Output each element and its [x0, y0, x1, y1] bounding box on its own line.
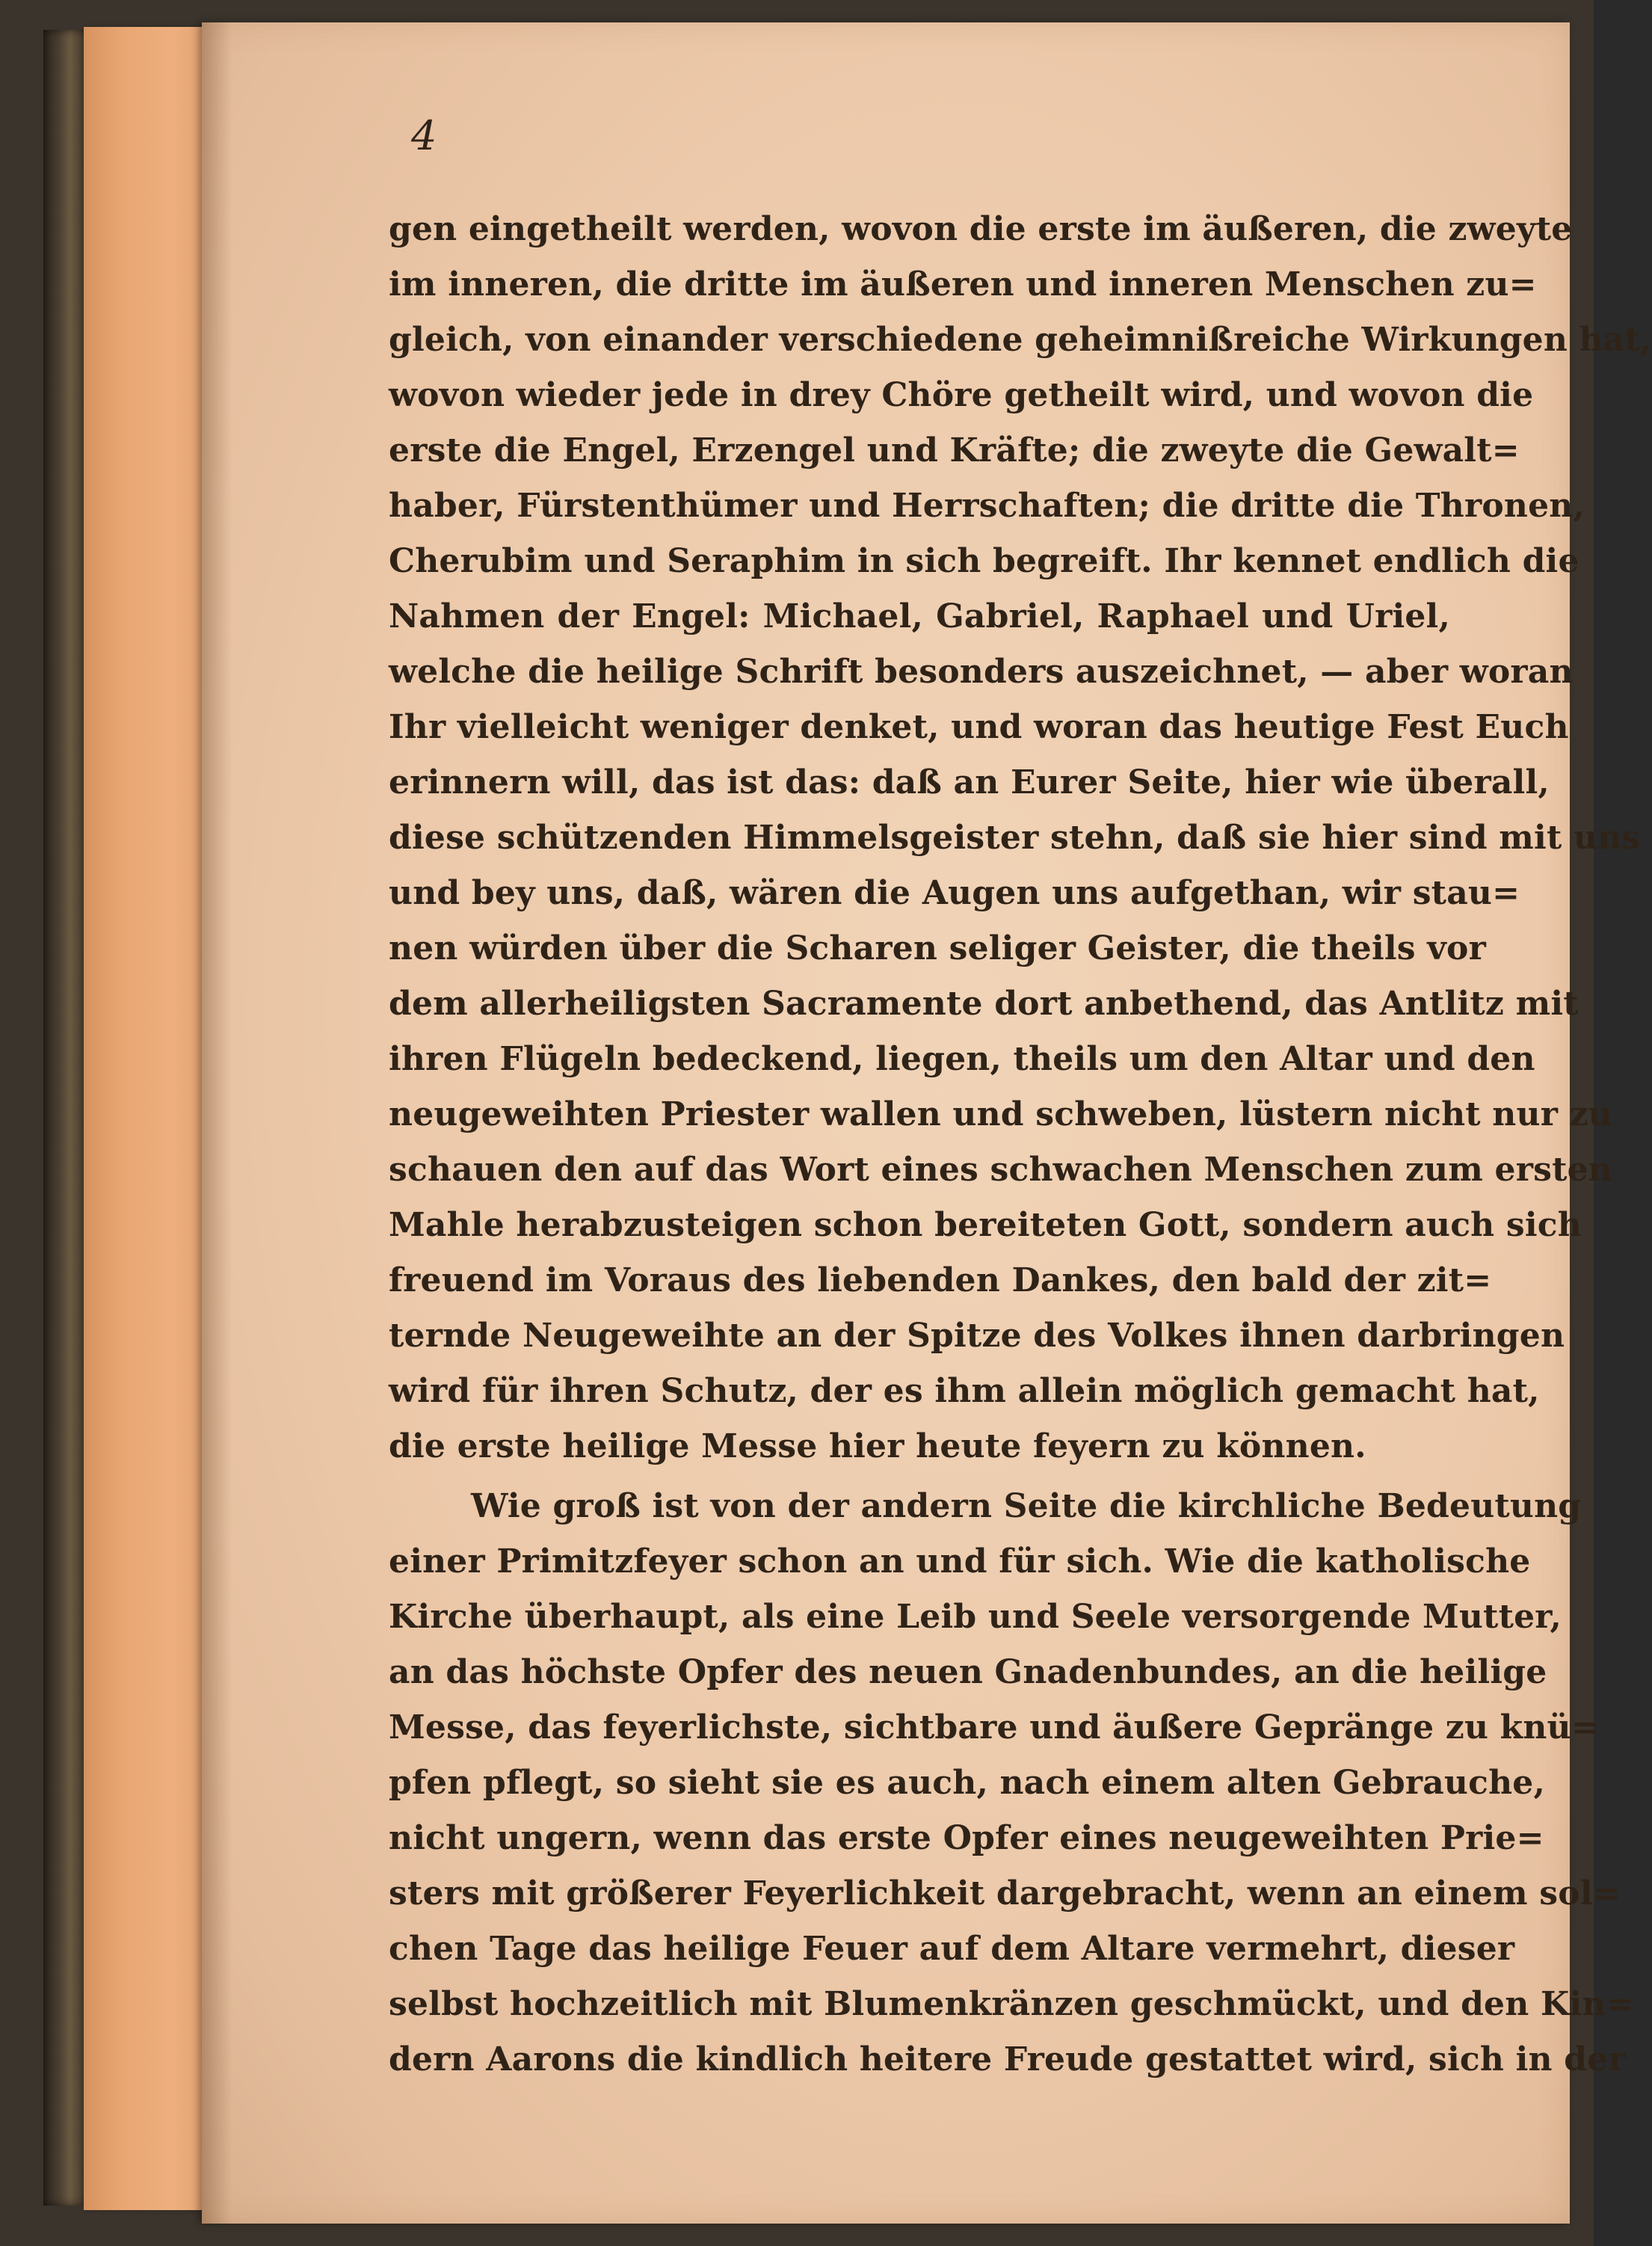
text-line: und bey uns, daß, wären die Augen uns aufgethan, wir stau= [389, 874, 1520, 912]
text-line: einer Primitzfeyer schon an und für sich. Wie die katholische [389, 1542, 1531, 1581]
text-line: schauen den auf das Wort eines schwachen Menschen zum ersten [389, 1151, 1612, 1189]
text-line: pfen pflegt, so sieht sie es auch, nach einem alten Gebrauche, [389, 1764, 1546, 1802]
gutter-shadow [202, 22, 232, 2224]
text-line: Messe, das feyerlichste, sichtbare und äußere Gepränge zu knü= [389, 1708, 1599, 1747]
text-line: ihren Flügeln bedeckend, liegen, theils um den Altar und den [389, 1040, 1535, 1078]
text-line: neugeweihten Priester wallen und schweben, lüstern nicht nur zu [389, 1095, 1612, 1133]
text-line: chen Tage das heilige Feuer auf dem Altare vermehrt, dieser [389, 1930, 1515, 1968]
text-line: dem allerheiligsten Sacramente dort anbethend, das Antlitz mit [389, 985, 1579, 1023]
flyleaf-edge [84, 27, 211, 2210]
text-line: Kirche überhaupt, als eine Leib und Seele versorgende Mutter, [389, 1598, 1562, 1636]
text-line: erinnern will, das ist das: daß an Eurer Seite, hier wie überall, [389, 763, 1550, 802]
text-line: ternde Neugeweihte an der Spitze des Volkes ihnen darbringen [389, 1317, 1565, 1355]
text-line: welche die heilige Schrift besonders auszeichnet, — aber woran [389, 653, 1574, 691]
page-sheet [202, 22, 1652, 2224]
text-line: die erste heilige Messe hier heute feyern zu können. [389, 1427, 1366, 1465]
body-text [389, 202, 1652, 2087]
text-line: diese schützenden Himmelsgeister stehn, daß sie hier sind mit uns [389, 819, 1641, 857]
text-line: an das höchste Opfer des neuen Gnadenbundes, an die heilige [389, 1653, 1547, 1691]
text-line: wird für ihren Schutz, der es ihm allein möglich gemacht hat, [389, 1372, 1540, 1410]
text-line: Wie groß ist von der andern Seite die kirchliche Bedeutung [471, 1487, 1582, 1525]
text-line: selbst hochzeitlich mit Blumenkränzen geschmückt, und den Kin= [389, 1985, 1634, 2023]
text-line: nicht ungern, wenn das erste Opfer eines neugeweihten Prie= [389, 1819, 1544, 1857]
page-number: 4 [411, 112, 437, 159]
text-line: gleich, von einander verschiedene geheimnißreiche Wirkungen hat, [389, 321, 1652, 359]
text-line: erste die Engel, Erzengel und Kräfte; die zweyte die Gewalt= [389, 431, 1520, 470]
text-line: Cherubim und Seraphim in sich begreift. Ihr kennet endlich die [389, 542, 1579, 580]
text-line: haber, Fürstenthümer und Herrschaften; die dritte die Thronen, [389, 487, 1585, 525]
book-spine [43, 30, 88, 2206]
text-line: Mahle herabzusteigen schon bereiteten Gott, sondern auch sich [389, 1206, 1582, 1244]
text-line: freuend im Voraus des liebenden Dankes, den bald der zit= [389, 1261, 1492, 1299]
text-line: nen würden über die Scharen seliger Geister, die theils vor [389, 929, 1486, 967]
text-line: sters mit größerer Feyerlichkeit dargebracht, wenn an einem sol= [389, 1874, 1621, 1913]
text-line: wovon wieder jede in drey Chöre getheilt wird, und wovon die [389, 376, 1534, 414]
text-line: Ihr vielleicht weniger denket, und woran das heutige Fest Euch [389, 708, 1569, 746]
text-line: gen eingetheilt werden, wovon die erste im äußeren, die zweyte [389, 210, 1573, 248]
text-line: im inneren, die dritte im äußeren und inneren Menschen zu= [389, 265, 1537, 304]
text-line: dern Aarons die kindlich heitere Freude gestattet wird, sich in der [389, 2040, 1626, 2079]
text-line: Nahmen der Engel: Michael, Gabriel, Raphael und Uriel, [389, 597, 1450, 636]
